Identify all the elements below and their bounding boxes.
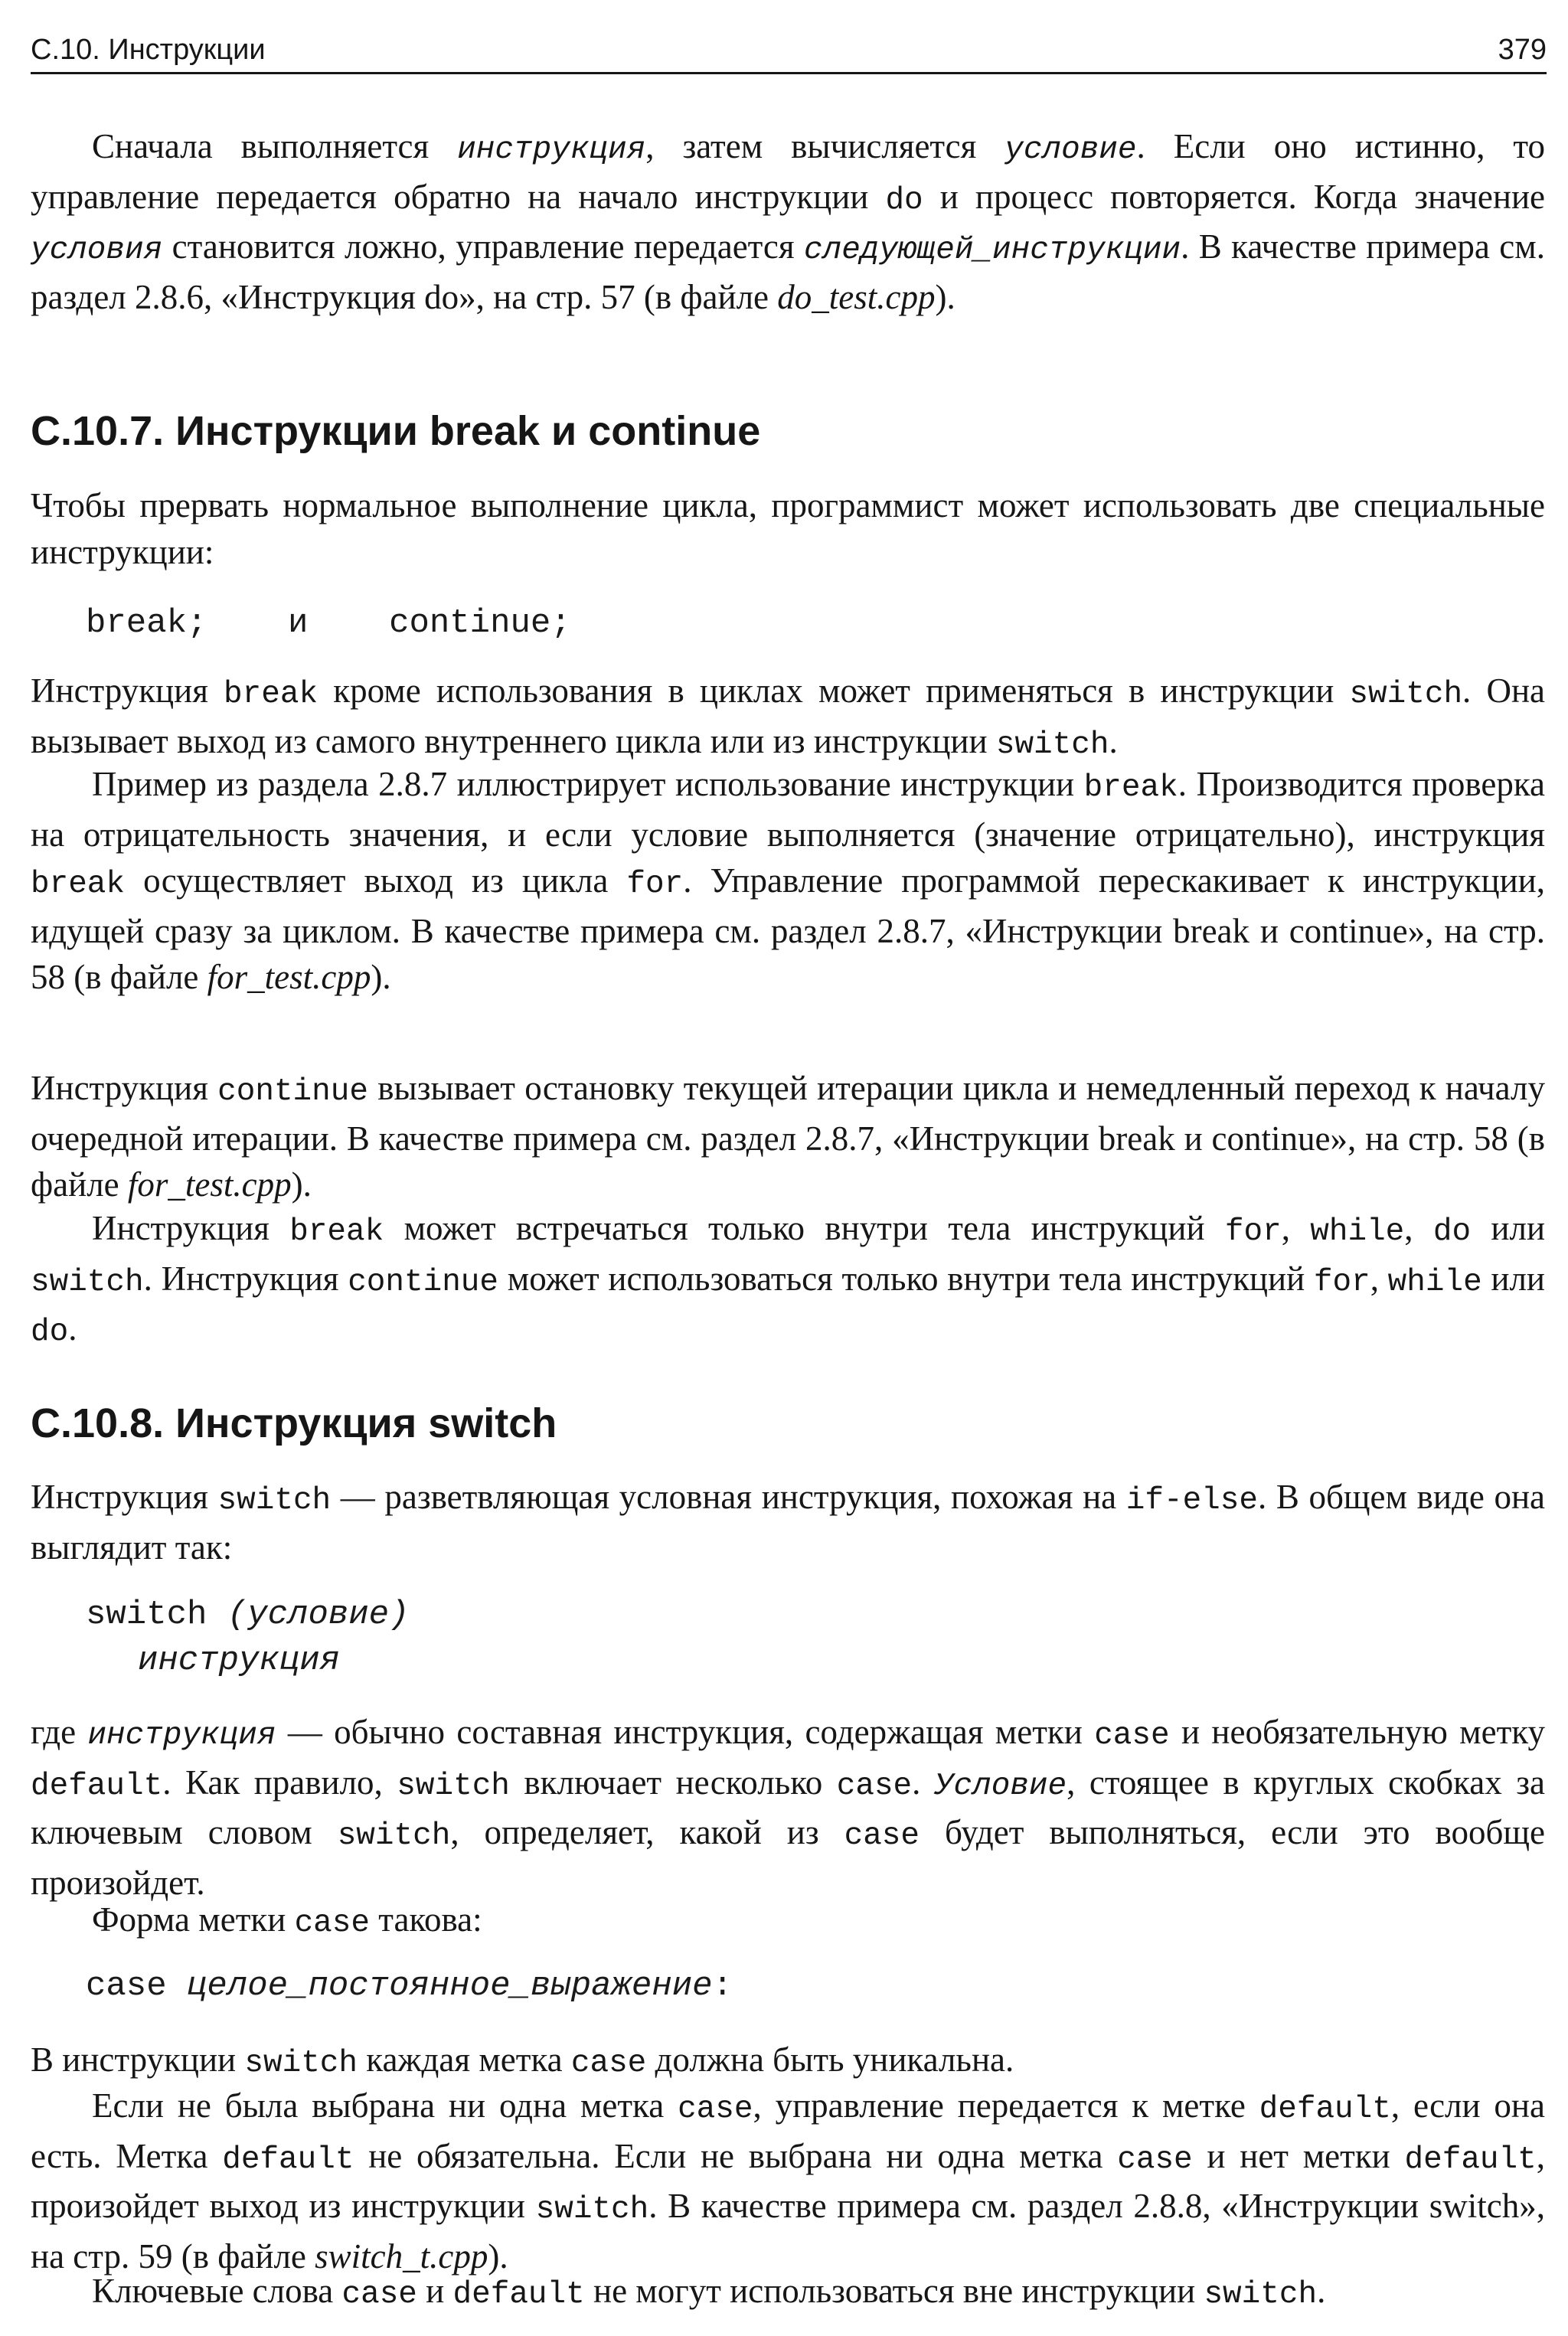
keyword-case: case	[844, 1818, 920, 1854]
keyword-switch: switch	[217, 1483, 332, 1518]
keyword-break: break	[224, 677, 318, 712]
term-condition: условие	[1004, 132, 1137, 168]
file-name: switch_t.cpp	[315, 2236, 488, 2276]
keyword-case: case	[570, 2046, 647, 2081]
paragraph-break-continue-scope: Инструкция break может встречаться только внутри тела инструкций for, while, do или switch. Инструкция continue может использоваться только внутри тела инструкций for, while или do.	[31, 1209, 1546, 1350]
code-constant-expression: целое_постоянное_выражение	[187, 1967, 713, 2005]
keyword-break: break	[1083, 770, 1178, 805]
keyword-switch: switch	[337, 1818, 451, 1854]
code-statement-line: инструкция	[138, 1642, 341, 1680]
keyword-case: case	[1094, 1718, 1170, 1753]
keyword-switch: switch	[995, 727, 1109, 763]
running-header	[31, 29, 1547, 75]
keyword-default: default	[1404, 2142, 1537, 2178]
keyword-default: default	[452, 2277, 585, 2312]
paragraph-two-statements: Чтобы прервать нормальное выполнение цикла, программист может использовать две специальные инструкции:	[31, 486, 1545, 571]
keyword-for: for	[1224, 1214, 1282, 1250]
term-condition: условия	[31, 233, 163, 268]
keyword-while: while	[1387, 1264, 1482, 1300]
file-name: do_test.cpp	[777, 277, 936, 316]
keyword-for: for	[626, 867, 684, 902]
header-rule	[31, 72, 1547, 74]
paragraph-continue-usage: Инструкция continue вызывает остановку текущей итерации цикла и немедленный переход к началу очередной итерации. В качестве примера см. раздел 2.8.7, «Инструкции break и continue», на стр. 58 (в файле for_test.cpp).	[31, 1069, 1545, 1204]
keyword-switch: switch	[1349, 677, 1463, 712]
file-name: for_test.cpp	[207, 958, 371, 996]
keyword-while: while	[1310, 1214, 1405, 1250]
paragraph-case-form: Форма метки case такова:	[92, 1900, 482, 1941]
paragraph-break-usage: Инструкция break кроме использования в циклах может применяться в инструкции switch. Она вызывает выход из самого внутреннего цикла или из инструкции switch.	[31, 671, 1545, 763]
keyword-break: break	[31, 867, 126, 902]
paragraph-case-unique: В инструкции switch каждая метка case должна быть уникальна.	[31, 2040, 1014, 2081]
code-switch-line: switch (условие)	[86, 1596, 410, 1634]
paragraph-default-label: Если не была выбрана ни одна метка case, управление передается к метке default, если она есть. Метка default не обязательна. Если не выбрана ни одна метка case и нет метки default, произойдет выход из инструкции switch. В качестве примера см. раздел 2.8.8, «Инструкции switch», на стр. 59 (в файле switch_t.cpp).	[31, 2086, 1545, 2276]
keyword-case: case	[678, 2092, 753, 2127]
intro-paragraph: Сначала выполняется инструкция, затем вычисляется условие. Если оно истинно, то управление передается обратно на начало инструкции do и процесс повторяется. Когда значение условия становится ложно, управление передается следующей_инструкции. В качестве примера см. раздел 2.8.6, «Инструкция do», на стр. 57 (в файле do_test.cpp).	[31, 127, 1545, 316]
code-condition: (условие)	[227, 1596, 410, 1634]
code-case-label: case целое_постоянное_выражение:	[86, 1967, 733, 2005]
keyword-switch: switch	[1204, 2277, 1318, 2312]
paragraph-break-example: Пример из раздела 2.8.7 иллюстрирует использование инструкции break. Производится проверка на отрицательность значения, и если условие выполняется (значение отрицательно), инструкция break осуществляет выход из цикла for. Управление программой перескакивает к инструкции, идущей сразу за циклом. В качестве примера см. раздел 2.8.7, «Инструкции break и continue», на стр. 58 (в файле for_test.cpp).	[31, 765, 1546, 996]
keyword-if-else: if-else	[1125, 1483, 1258, 1518]
keyword-default: default	[31, 1768, 163, 1804]
keyword-break: break	[289, 1214, 384, 1250]
keyword-do: do	[885, 182, 923, 218]
keyword-do: do	[1432, 1214, 1472, 1250]
keyword-default: default	[222, 2142, 354, 2178]
page-number: 379	[1498, 34, 1547, 66]
term-statement: инструкция	[457, 132, 646, 168]
term-condition: Условие	[934, 1768, 1067, 1804]
keyword-continue: continue	[348, 1264, 499, 1300]
section-heading-switch: С.10.8. Инструкция switch	[31, 1400, 557, 1446]
keyword-do: do	[31, 1315, 69, 1350]
code-break-continue: break; и continue;	[86, 604, 571, 642]
term-statement: инструкция	[87, 1718, 276, 1753]
keyword-case: case	[1117, 2142, 1193, 2178]
keyword-case: case	[341, 2277, 417, 2312]
keyword-case: case	[294, 1906, 370, 1941]
keyword-switch: switch	[244, 2046, 358, 2081]
section-heading-break-continue: С.10.7. Инструкции break и continue	[31, 408, 761, 454]
keyword-switch: switch	[31, 1264, 144, 1300]
keyword-continue: continue	[217, 1074, 368, 1109]
paragraph-switch-intro: Инструкция switch — разветвляющая условная инструкция, похожая на if-else. В общем виде она выглядит так:	[31, 1478, 1546, 1567]
file-name: for_test.cpp	[127, 1165, 292, 1204]
keyword-switch: switch	[397, 1768, 510, 1804]
paragraph-switch-body: где инструкция — обычно составная инструкция, содержащая метки case и необязательную метку default. Как правило, switch включает несколько case. Условие, стоящее в круглых скобках за ключевым словом switch, определяет, какой из case будет выполняться, если это вообще произойдет.	[31, 1713, 1546, 1902]
keyword-switch: switch	[535, 2192, 649, 2227]
keyword-for: for	[1313, 1264, 1370, 1300]
running-title: С.10. Инструкции	[31, 34, 266, 66]
keyword-default: default	[1259, 2092, 1391, 2127]
keyword-case: case	[836, 1768, 913, 1804]
paragraph-keywords-scope: Ключевые слова case и default не могут использоваться вне инструкции switch.	[92, 2272, 1326, 2312]
term-next-statement: следующей_инструкции	[803, 233, 1181, 268]
